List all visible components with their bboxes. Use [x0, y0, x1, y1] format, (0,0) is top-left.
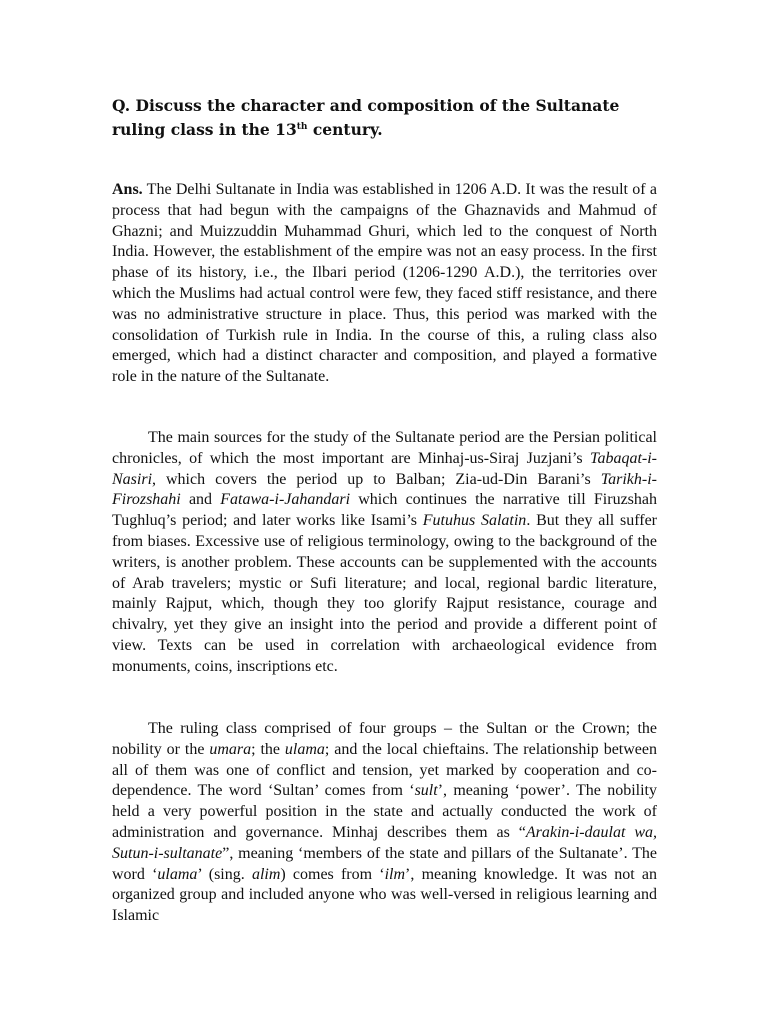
italic-term: sult — [414, 782, 438, 800]
paragraph-text: which continues the narrative till Firuzshah Tughluq’s period; and later works like Isami’s — [112, 491, 658, 530]
italic-title: Futuhus Salatin — [422, 512, 527, 530]
answer-paragraph-2 — [112, 428, 657, 678]
italic-title: Tabaqat-i-Nasiri — [112, 449, 657, 488]
paragraph-text: , which covers the period up to Balban; Zia-ud-Din Barani’s — [152, 470, 601, 488]
paragraph-text: . But they all suffer from biases. Excessive use of religious terminology, owing to the background of the writers, is another problem. These accounts can be supplemented with the accounts of Arab travelers; mystic or Sufi literature; and local, regional bardic literature, mainly Rajput, which, though they too glorify Rajput resistance, courage and chivalry, yet they give an insight into the period and provide a different point of view. Texts can be used in correlation with archaeological evidence from monuments, coins, inscriptions etc. — [112, 512, 658, 675]
paragraph-text: The Delhi Sultanate in India was established in 1206 A.D. It was the result of a process that had begun with the campaigns of the Ghaznavids and Mahmud of Ghazni; and Muizzuddin Muhammad Ghuri, which led to the conquest of North India. However, the establishment of the empire was not an easy process. In the first phase of its history, i.e., the Ilbari period (1206-1290 A.D.), the territories over which the Muslims had actual control were few, they faced stiff resistance, and there was no administrative structure in place. Thus, this period was marked with the consolidation of Turkish rule in India. In the course of this, a ruling class also emerged, which had a distinct character and composition, and played a formative role in the nature of the Sultanate. — [112, 181, 657, 386]
italic-term: umara — [209, 740, 252, 758]
paragraph-text: ’, meaning knowledge. It was not an organized group and included anyone who was well-versed in religious learning and Islamic — [112, 865, 658, 925]
question-text-end: century. — [307, 120, 383, 139]
italic-title: Fatawa-i-Jahandari — [220, 491, 351, 509]
answer-paragraph-1 — [112, 180, 657, 388]
italic-term: ulama — [284, 740, 325, 758]
question-text: Q. Discuss the character and composition of the Sultanate ruling class in the 13 — [112, 96, 620, 139]
paragraph-text: ”, meaning ‘members of the state and pillars of the Sultanate’. The word ‘ — [112, 844, 657, 883]
paragraph-text: The main sources for the study of the Sultanate period are the Persian political chronicles, of which the most important are Minhaj-us-Siraj Juzjani’s — [112, 429, 657, 467]
question-superscript: th — [296, 121, 308, 132]
paragraph-text: The ruling class comprised of four groups – the Sultan or the Crown; the nobility or the — [112, 720, 657, 758]
paragraph-text: ; the — [251, 740, 285, 758]
paragraph-text: ’ (sing. — [197, 865, 252, 883]
paragraph-text: ; and the local chieftains. The relationship between all of them was one of conflict and tension, yet marked by cooperation and co-dependence. The word ‘Sultan’ comes from ‘ — [112, 740, 658, 800]
italic-term: alim — [251, 865, 281, 883]
paragraph-text: and — [180, 491, 221, 509]
paragraph-text: ) comes from ‘ — [280, 865, 385, 883]
italic-title: Tarikh-i-Firozshahi — [112, 470, 657, 509]
paragraph-text: ’, meaning ‘power’. The nobility held a very powerful position in the state and actually conducted the work of administration and governance. Minhaj describes them as “ — [112, 782, 657, 841]
italic-term: ilm — [384, 865, 406, 883]
question-heading — [112, 94, 657, 142]
answer-paragraph-3 — [112, 719, 657, 927]
answer-label: Ans. — [112, 181, 143, 198]
italic-term: ulama — [157, 865, 198, 883]
italic-term: Arakin-i-daulat wa, Sutun-i-sultanate — [112, 823, 658, 862]
